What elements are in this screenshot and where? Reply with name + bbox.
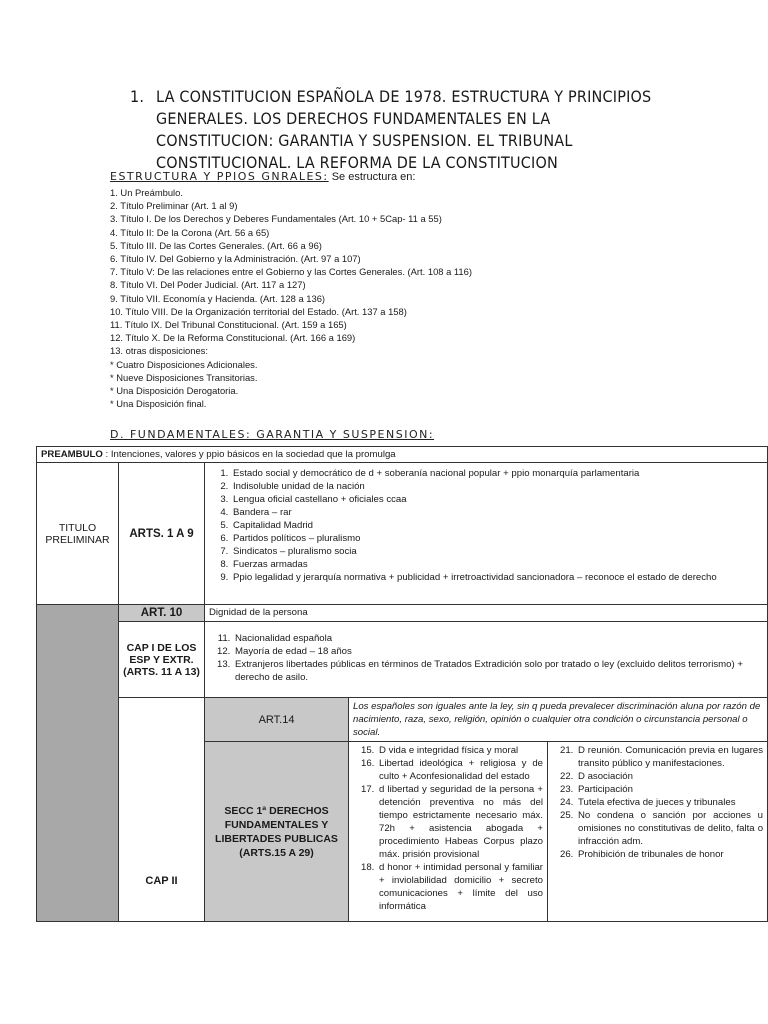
list-item: * Una Disposición final. bbox=[110, 398, 207, 410]
list-item: 3. Lengua oficial castellano + oficiales ccaa bbox=[231, 493, 763, 506]
list-item: 11. Nacionalidad española bbox=[233, 632, 763, 645]
table-row bbox=[37, 447, 768, 463]
list-item: 6. Título IV. Del Gobierno y la Administración. (Art. 97 a 107) bbox=[110, 253, 361, 265]
list-item: 22. D asociación bbox=[576, 770, 763, 783]
list-item: 10. Título VIII. De la Organización territorial del Estado. (Art. 137 a 158) bbox=[110, 305, 407, 317]
table-row bbox=[37, 605, 768, 622]
list-item: 11. Título IX. Del Tribunal Constitucional. (Art. 159 a 165) bbox=[110, 319, 347, 331]
arts-1-9-cell: ARTS. 1 A 9 bbox=[119, 463, 205, 605]
art10-cell: ART. 10 bbox=[119, 605, 205, 622]
list-item: 13. Extranjeros libertades públicas en términos de Tratados Extradición solo por tratado o ley (excluido delitos terrorismo) + derecho de asilo. bbox=[233, 658, 763, 684]
secc1-right-list bbox=[552, 744, 763, 861]
list-item: 7. Sindicatos – pluralismo socia bbox=[231, 545, 763, 558]
list-item: 23. Participación bbox=[576, 783, 763, 796]
list-item: 21. D reunión. Comunicación previa en lugares transito público y manifestaciones. bbox=[576, 744, 763, 770]
art14-text-cell: Los españoles son iguales ante la ley, sin q pueda prevalecer discriminación aluna por razón de nacimiento, raza, sexo, religión, opinión o cualquier otra condición o circunstancia personal o social. bbox=[349, 698, 768, 742]
preliminar-items-cell bbox=[205, 463, 768, 605]
table-row bbox=[37, 622, 768, 698]
secc1-cell: SECC 1ª DERECHOS FUNDAMENTALES Y LIBERTADES PUBLICAS (ARTS.15 A 29) bbox=[205, 742, 349, 922]
list-item: 9. Título VII. Economía y Hacienda. (Art. 128 a 136) bbox=[110, 292, 326, 304]
derechos-table bbox=[36, 446, 768, 922]
estructura-header bbox=[110, 170, 415, 183]
preliminar-list bbox=[209, 467, 763, 584]
list-item: 5. Título III. De las Cortes Generales. (Art. 66 a 96) bbox=[110, 239, 322, 251]
list-item: 13. otras disposiciones: bbox=[110, 345, 208, 357]
list-item: 15. D vida e integridad física y moral bbox=[377, 744, 543, 757]
table-row bbox=[37, 698, 768, 742]
cap1-list bbox=[209, 632, 763, 684]
list-item: 18. d honor + intimidad personal y familiar + inviolabilidad domicilio + secreto comunicaciones + límite del uso informática bbox=[377, 861, 543, 913]
list-item: 6. Partidos políticos – pluralismo bbox=[231, 532, 763, 545]
secc1-right-cell bbox=[548, 742, 768, 922]
list-item: 16. Libertad ideológica + religiosa y de culto + Aconfesionalidad del estado bbox=[377, 757, 543, 783]
estructura-intro: Se estructura en: bbox=[331, 171, 416, 183]
list-item: 5. Capitalidad Madrid bbox=[231, 519, 763, 532]
secc1-left-cell bbox=[349, 742, 548, 922]
derechos-heading: D. FUNDAMENTALES: GARANTIA Y SUSPENSION: bbox=[110, 428, 435, 441]
list-item: 3. Título I. De los Derechos y Deberes Fundamentales (Art. 10 + 5Cap- 11 a 55) bbox=[110, 213, 442, 225]
list-item: 1. Un Preámbulo. bbox=[110, 187, 183, 198]
list-item: 24. Tutela efectiva de jueces y tribunales bbox=[576, 796, 763, 809]
list-item: 2. Indisoluble unidad de la nación bbox=[231, 480, 763, 493]
list-item: 2. Título Preliminar (Art. 1 al 9) bbox=[110, 200, 238, 212]
list-item: 12. Título X. De la Reforma Constitucional. (Art. 166 a 169) bbox=[110, 332, 356, 344]
list-item: 26. Prohibición de tribunales de honor bbox=[576, 848, 763, 861]
list-item: 17. d libertad y seguridad de la persona + detención preventiva no más del tiempo estrictamente necesario máx. 72h + asistencia abogada + procedimiento Habeas Corpus plazo máx. prisión provisional bbox=[377, 783, 543, 861]
list-item: 8. Fuerzas armadas bbox=[231, 558, 763, 571]
art10-text-cell: Dignidad de la persona bbox=[205, 605, 768, 622]
title-number: 1. bbox=[130, 87, 145, 106]
list-item: 8. Título VI. Del Poder Judicial. (Art. 117 a 127) bbox=[110, 279, 306, 291]
list-item: 4. Bandera – rar bbox=[231, 506, 763, 519]
list-item: * Nueve Disposiciones Transitorias. bbox=[110, 371, 258, 383]
list-item: * Una Disposición Derogatoria. bbox=[110, 385, 239, 397]
list-item: 12. Mayoría de edad – 18 años bbox=[233, 645, 763, 658]
cap1-cell: CAP I DE LOS ESP Y EXTR. (ARTS. 11 A 13) bbox=[119, 622, 205, 698]
list-item: 9. Ppio legalidad y jerarquía normativa + publicidad + irretroactividad sancionadora – reconoce el estado de derecho bbox=[231, 571, 763, 584]
list-item: 7. Título V: De las relaciones entre el Gobierno y las Cortes Generales. (Art. 108 a 116) bbox=[110, 266, 472, 278]
estructura-heading: ESTRUCTURA Y PPIOS GNRALES: bbox=[110, 170, 329, 183]
list-item: 4. Título II: De la Corona (Art. 56 a 65) bbox=[110, 226, 270, 238]
title-text: LA CONSTITUCION ESPAÑOLA DE 1978. ESTRUCTURA Y PRINCIPIOS GENERALES. LOS DERECHOS FUNDAMENTALES EN LA CONSTITUCION: GARANTIA Y SUSPENSION. EL TRIBUNAL CONSTITUCIONAL. LA REFORMA DE LA CONSTITUCION bbox=[156, 87, 652, 172]
secc1-left-list bbox=[353, 744, 543, 913]
titulo-i-side-cell bbox=[37, 605, 119, 922]
derechos-header bbox=[110, 428, 434, 441]
preambulo-label: PREAMBULO bbox=[41, 449, 103, 460]
list-item: * Cuatro Disposiciones Adicionales. bbox=[110, 358, 258, 370]
cap1-items-cell bbox=[205, 622, 768, 698]
preambulo-cell bbox=[37, 447, 768, 463]
titulo-preliminar-cell: TITULO PRELIMINAR bbox=[37, 463, 119, 605]
cap2-cell: CAP II bbox=[119, 698, 205, 922]
preambulo-text: : Intenciones, valores y ppio básicos en la sociedad que la promulga bbox=[105, 449, 396, 460]
table-row bbox=[37, 463, 768, 605]
list-item: 1. Estado social y democrático de d + soberanía nacional popular + ppio monarquía parlamentaria bbox=[231, 467, 763, 480]
document-title bbox=[130, 86, 670, 174]
list-item: 25. No condena o sanción por acciones u omisiones no constitutivas de delito, falta o infracción adm. bbox=[576, 809, 763, 848]
estructura-list bbox=[110, 186, 472, 410]
art14-cell: ART.14 bbox=[205, 698, 349, 742]
